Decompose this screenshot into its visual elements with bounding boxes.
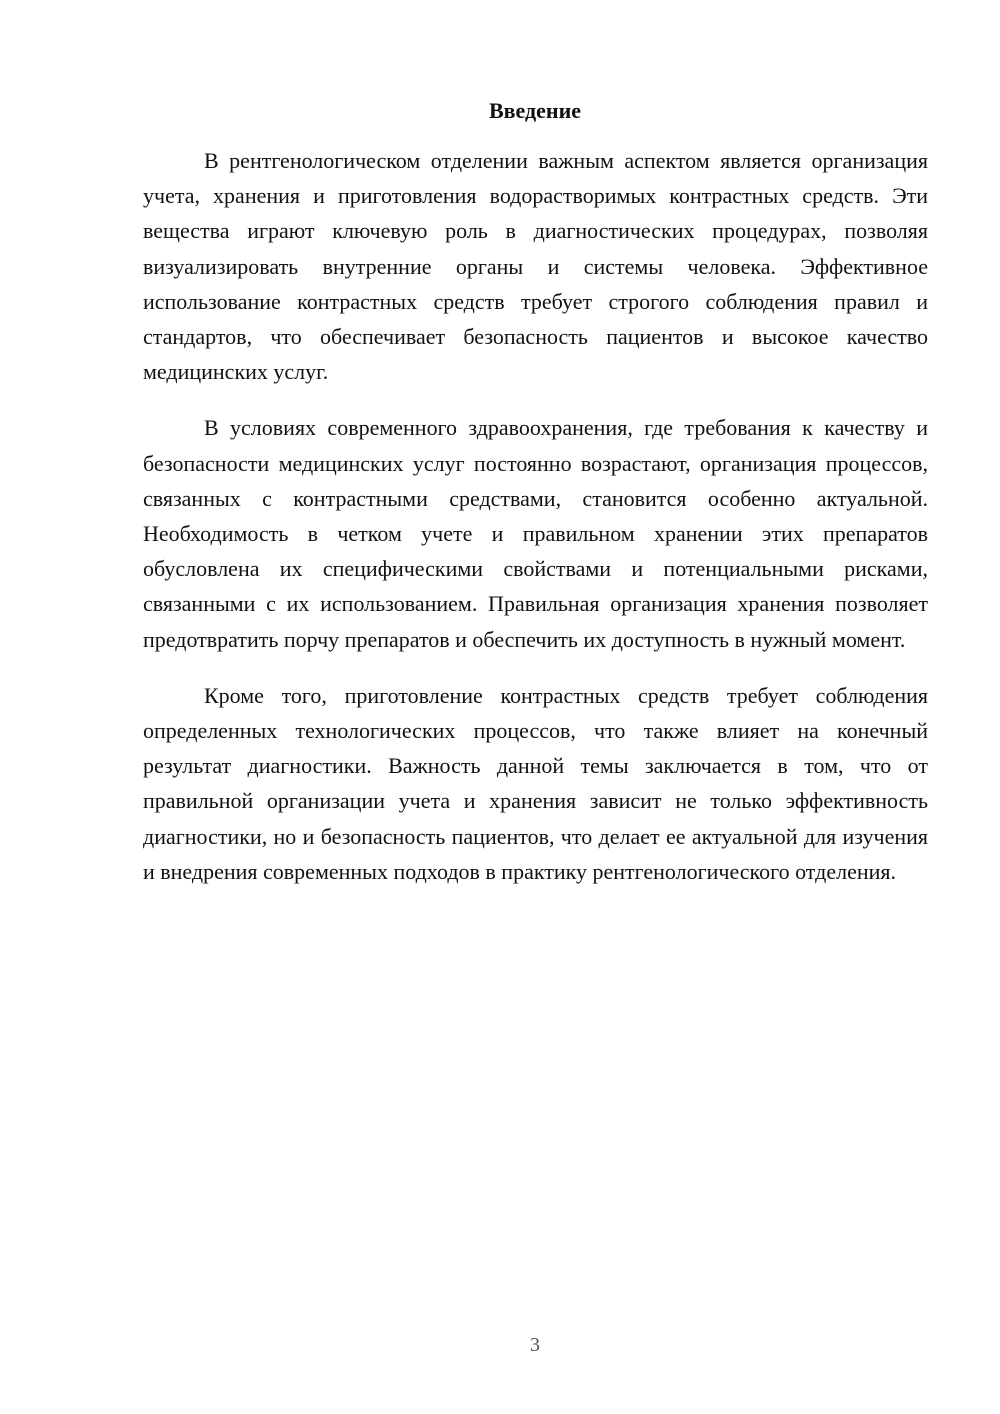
paragraph-1: В рентгенологическом отделении важным аспектом является организация учета, хранения и приготовления водорастворимых контрастных средств. Эти вещества играют ключевую роль в диагностических процедурах, позволяя визуализировать внутренние органы и системы человека. Эффективное использование контрастных средств требует строгого соблюдения правил и стандартов, что обеспечивает безопасность пациентов и высокое качество медицинских услуг. xyxy=(143,148,928,385)
section-title: Введение xyxy=(488,98,582,123)
paragraph-3: Кроме того, приготовление контрастных средств требует соблюдения определенных технологических процессов, что также влияет на конечный результат диагностики. Важность данной темы заключается в том, что от правильной организации учета и хранения зависит не только эффективность диагностики, но и безопасность пациентов, что делает ее актуальной для изучения и внедрения современных подходов в практику рентгенологического отделения. xyxy=(143,682,928,884)
body-text xyxy=(143,143,928,910)
page-number: 3 xyxy=(530,1334,540,1356)
paragraph-2: В условиях современного здравоохранения, где требования к качеству и безопасности медицинских услуг постоянно возрастают, организация процессов, связанных с контрастными средствами, становится особенно актуальной. Необходимость в четком учете и правильном хранении этих препаратов обусловлена их специфическими свойствами и потенциальными рисками, связанными с их использованием. Правильная организация хранения позволяет предотвратить порчу препаратов и обеспечить их доступность в нужный момент. xyxy=(143,415,928,652)
